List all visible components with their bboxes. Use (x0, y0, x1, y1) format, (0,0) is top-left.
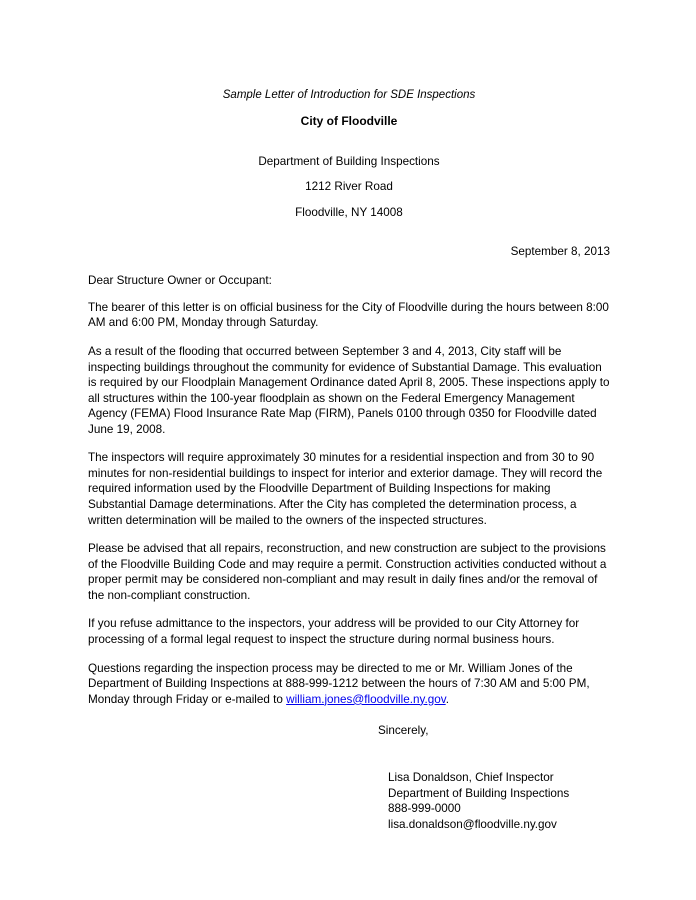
org-department-line: Department of Building Inspections (258, 154, 440, 168)
body-paragraph-2: As a result of the flooding that occurred between September 3 and 4, 2013, City staff will be inspecting buildings throughout the community for evidence of Substantial Damage. This evaluation is required by our Floodplain Management Ordinance dated April 8, 2005. These inspections apply to all structures within the 100-year floodplain as shown on the Federal Emergency Management Agency (FEMA) Flood Insurance Rate Map (FIRM), Panels 0100 through 0350 for Floodville dated June 19, 2008. (88, 344, 610, 436)
signature-block (88, 770, 610, 832)
organization-address-block (88, 153, 610, 222)
org-city-state-zip-line: Floodville, NY 14008 (295, 206, 403, 220)
signer-email: lisa.donaldson@floodville.ny.gov (388, 817, 557, 831)
salutation: Dear Structure Owner or Occupant: (88, 273, 272, 287)
contact-email-link[interactable]: william.jones@floodville.ny.gov (286, 692, 446, 706)
signer-name-and-title: Lisa Donaldson, Chief Inspector (388, 771, 554, 785)
contact-text-after-link: . (445, 692, 449, 706)
page-title: City of Floodville (300, 113, 398, 128)
letter-content (88, 0, 610, 832)
body-paragraph-5: If you refuse admittance to the inspectors, your address will be provided to our City Attorney for processing of a formal legal request to inspect the structure during normal business hours. (88, 617, 580, 646)
body-paragraph-3: The inspectors will require approximately 30 minutes for a residential inspection and from 30 to 90 minutes for non-residential buildings to inspect for interior and exterior damage. They will record the required information used by the Floodville Department of Building Inspections for making Substantial Damage determinations. After the City has completed the determination process, a written determination will be mailed to the owners of the inspected structures. (88, 451, 603, 527)
body-paragraph-1: The bearer of this letter is on official business for the City of Floodville during the hours between 8:00 AM and 6:00 PM, Monday through Saturday. (88, 300, 609, 330)
signer-department: Department of Building Inspections (388, 786, 570, 800)
org-street-line: 1212 River Road (305, 180, 393, 194)
letter-date: September 8, 2013 (510, 244, 610, 258)
signer-phone: 888-999-0000 (388, 802, 461, 816)
document-subtitle: Sample Letter of Introduction for SDE Inspections (222, 89, 476, 101)
contact-paragraph (88, 661, 610, 708)
body-paragraph-4: Please be advised that all repairs, reconstruction, and new construction are subject to the provisions of the Floodville Building Code and may require a permit. Construction activities conducted without a proper permit may be considered non-compliant and may result in daily fines and/or the removal of the non-compliant construction. (88, 542, 607, 602)
contact-text-before-link: Questions regarding the inspection process may be directed to me or Mr. William Jones of the Department of Building Inspections at 888-999-1212 between the hours of 7:30 AM and 5:00 PM, Monday through Friday or e-mailed to (88, 661, 590, 706)
closing-salutation: Sincerely, (378, 724, 429, 738)
